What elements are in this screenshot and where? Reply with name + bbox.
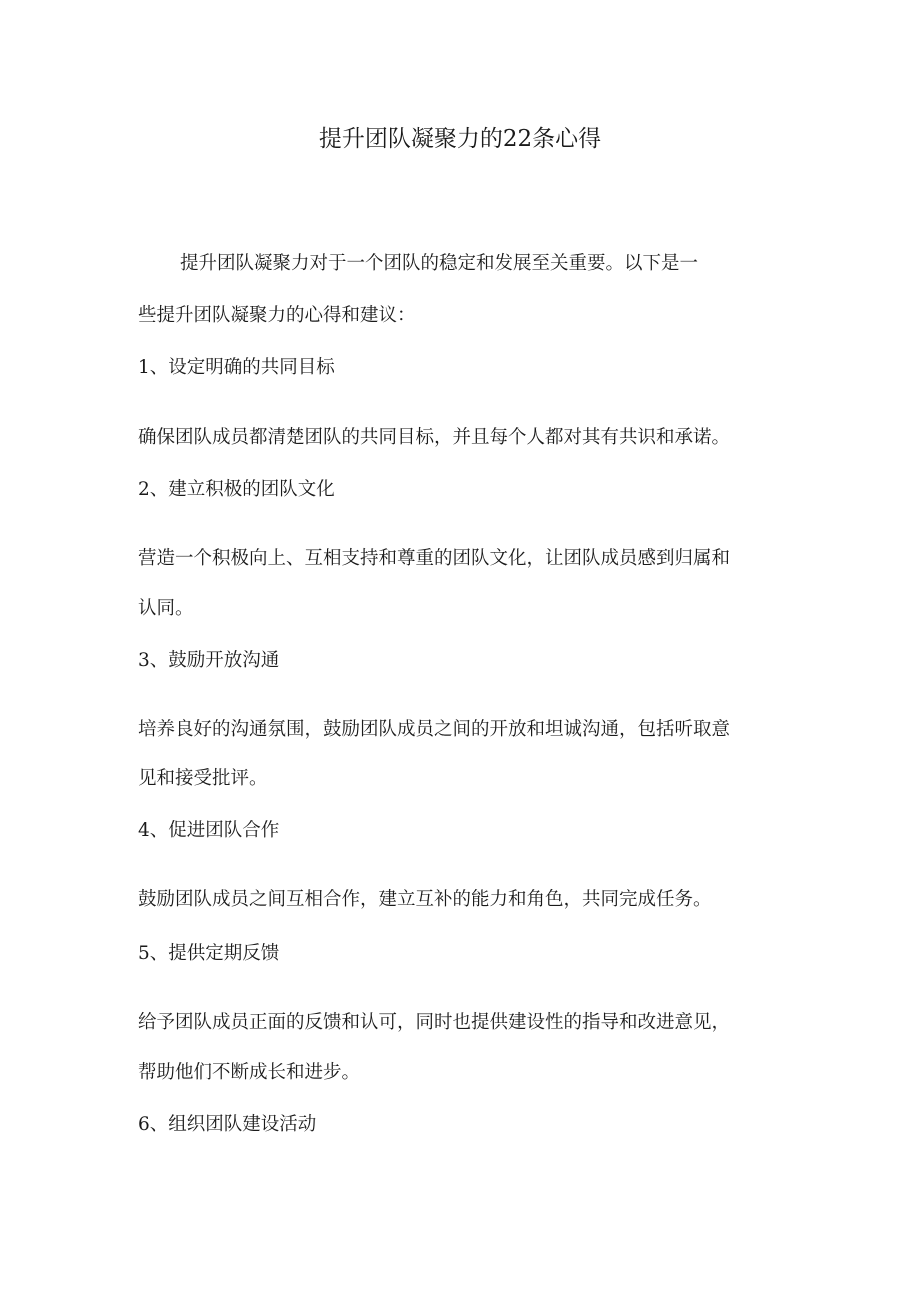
section-5-heading: 5、提供定期反馈 (138, 943, 280, 964)
section-3-body-line-1: 培养良好的沟通氛围，鼓励团队成员之间的开放和坦诚沟通，包括听取意 (138, 719, 731, 740)
section-2-body-line-1: 营造一个积极向上、互相支持和尊重的团队文化，让团队成员感到归属和 (138, 548, 731, 569)
section-2-heading: 2、建立积极的团队文化 (138, 479, 335, 500)
section-1-heading: 1、设定明确的共同目标 (138, 357, 335, 378)
section-3-heading: 3、鼓励开放沟通 (138, 650, 280, 671)
section-3-body-line-2: 见和接受批评。 (138, 768, 268, 789)
section-6-heading: 6、组织团队建设活动 (138, 1114, 317, 1135)
section-4-heading: 4、促进团队合作 (138, 820, 280, 841)
section-4-body-line-1: 鼓励团队成员之间互相合作，建立互补的能力和角色，共同完成任务。 (138, 889, 712, 910)
section-5-body-line-2: 帮助他们不断成长和进步。 (138, 1062, 361, 1083)
section-1-body-line-1: 确保团队成员都清楚团队的共同目标，并且每个人都对其有共识和承诺。 (138, 427, 731, 448)
section-5-body-line-1: 给予团队成员正面的反馈和认可，同时也提供建设性的指导和改进意见， (138, 1012, 731, 1033)
document-title: 提升团队凝聚力的22条心得 (318, 126, 602, 152)
intro-line-2: 些提升团队凝聚力的心得和建议： (138, 305, 416, 326)
section-2-body-line-2: 认同。 (138, 598, 194, 619)
intro-line-1: 提升团队凝聚力对于一个团队的稳定和发展至关重要。以下是一 (180, 253, 699, 274)
